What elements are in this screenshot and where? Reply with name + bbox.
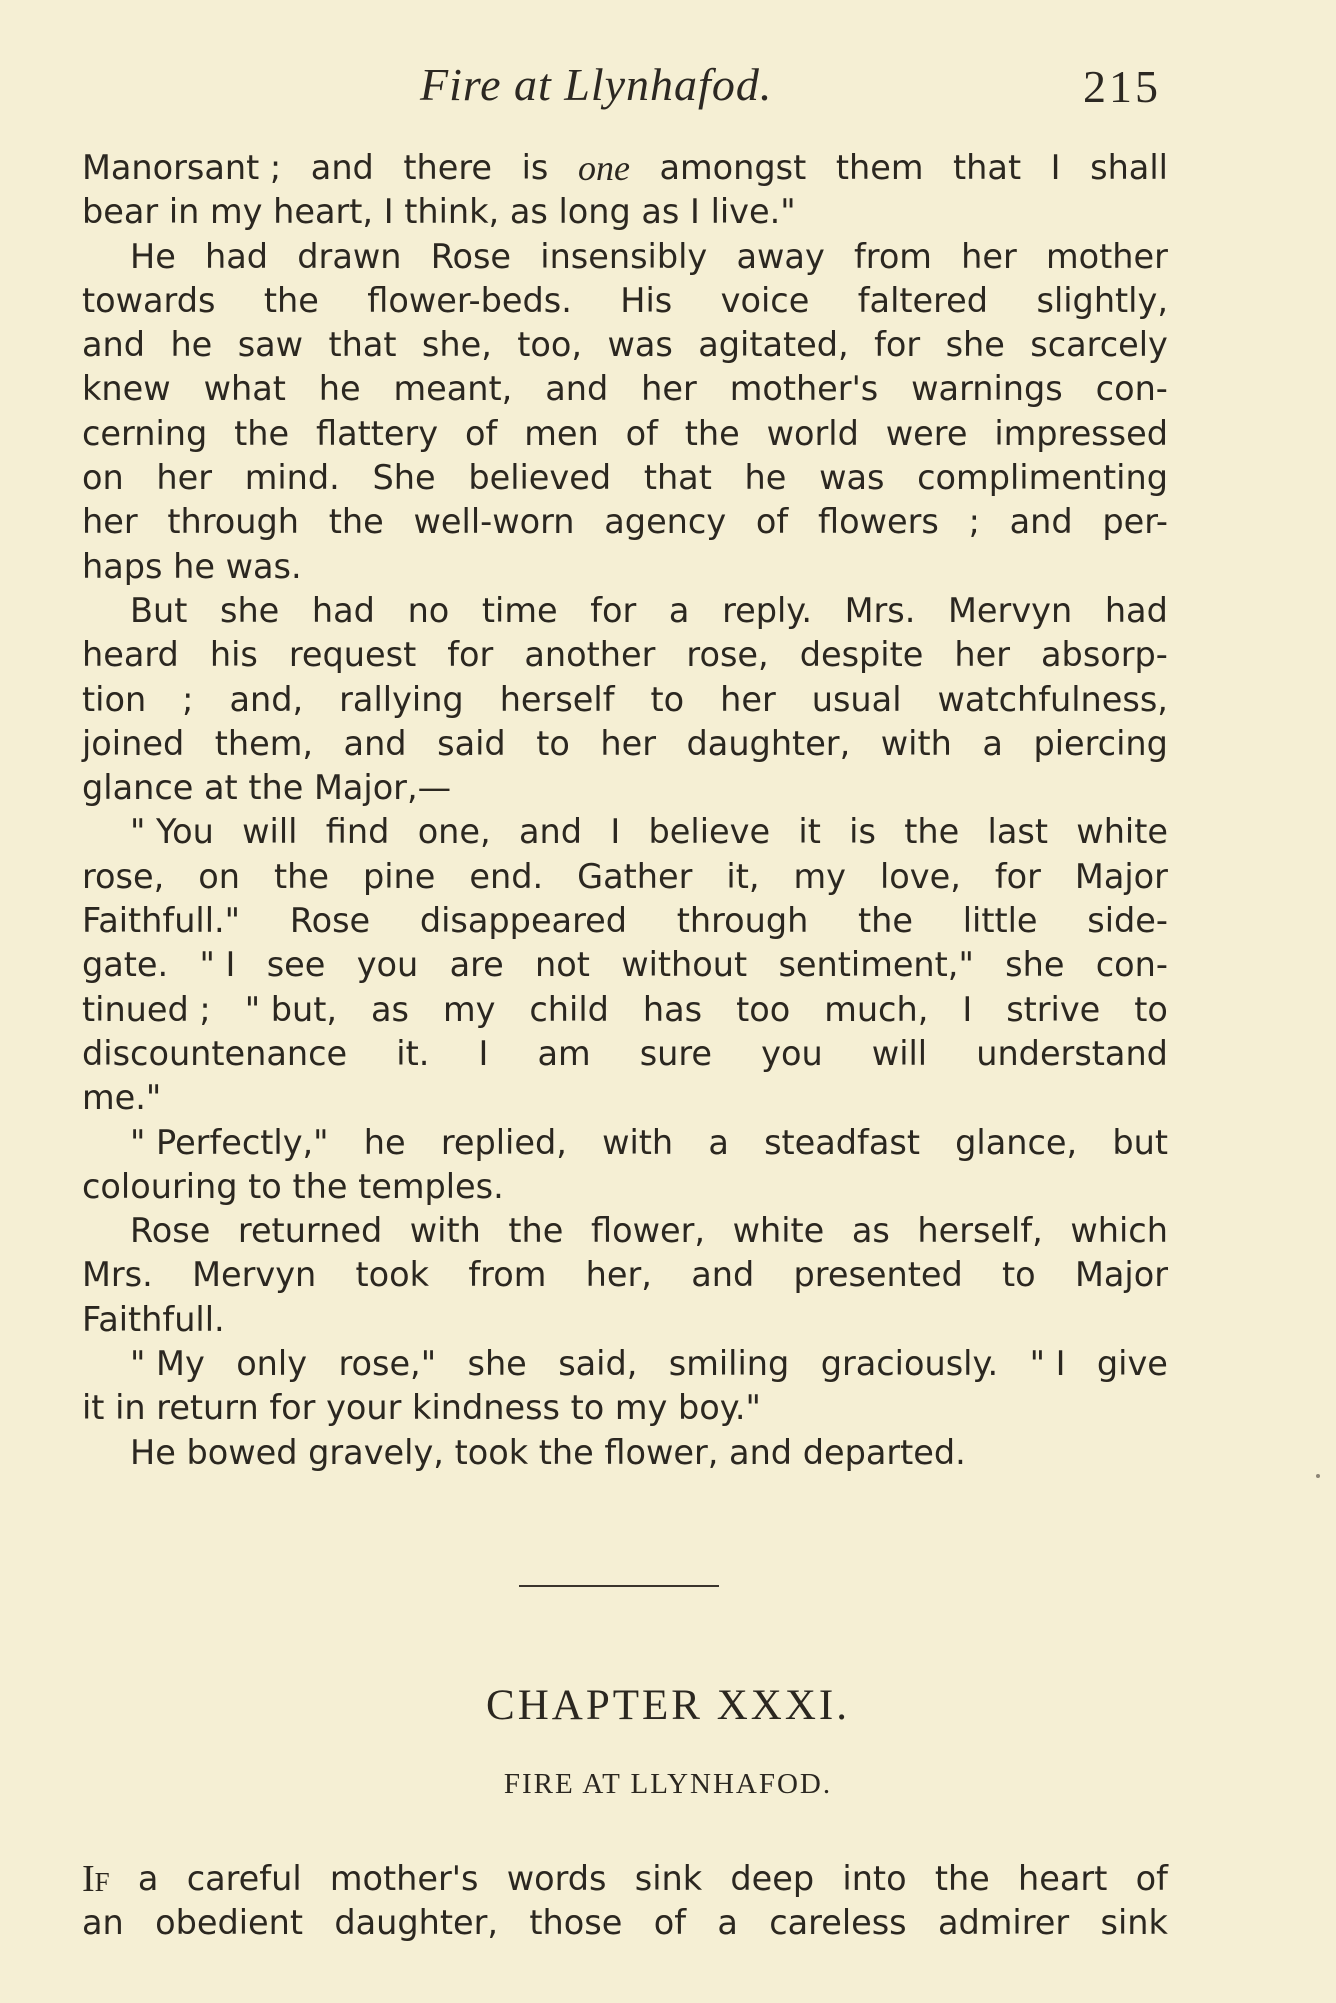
word: not (535, 945, 590, 985)
word: of (625, 413, 658, 453)
word: from (853, 236, 932, 276)
word: had (311, 590, 375, 630)
word: sentiment," (778, 945, 974, 985)
word: " I (1029, 1344, 1066, 1384)
word: what (203, 369, 286, 409)
word: But (130, 590, 188, 630)
word: he (318, 369, 361, 409)
word: her (954, 635, 1010, 675)
word: her (82, 502, 138, 542)
word: con- (1095, 945, 1168, 985)
running-head (0, 58, 1336, 118)
word: " I (199, 945, 236, 985)
word: give (1096, 1344, 1168, 1384)
text-line (82, 367, 1168, 411)
word: careful (186, 1859, 302, 1898)
text-line (82, 500, 1168, 544)
text-line (82, 1386, 1168, 1430)
word: one, (417, 812, 491, 852)
word: complimenting (917, 458, 1168, 498)
word: per- (1102, 502, 1168, 542)
word: despite (799, 635, 924, 675)
word: daughter, (686, 723, 851, 763)
word: reply. (722, 590, 812, 630)
word: the (684, 413, 740, 453)
word: faltered (857, 280, 989, 320)
word: piercing (1033, 723, 1168, 763)
word: them, (214, 723, 314, 763)
word: Mervyn (192, 1255, 317, 1295)
word: " but, (244, 989, 338, 1029)
word: no (407, 590, 450, 630)
word: it, (726, 856, 760, 896)
word: mother (1046, 236, 1168, 276)
word: time (481, 590, 558, 630)
word: a (717, 1903, 738, 1943)
word: had (205, 236, 269, 276)
word: usual (811, 679, 902, 719)
word: said, (558, 1344, 638, 1384)
word: from (468, 1255, 547, 1295)
word: love, (879, 856, 961, 896)
word: warnings (911, 369, 1063, 409)
word: He (130, 236, 176, 276)
word: understand (976, 1033, 1168, 1073)
word: strive (1006, 989, 1101, 1029)
word: a (668, 590, 690, 630)
word: shall (1090, 148, 1168, 187)
word: his (209, 635, 258, 675)
word: it. (396, 1033, 430, 1073)
word: side- (1087, 901, 1168, 941)
word: " You (130, 812, 214, 852)
word: sink (634, 1859, 703, 1898)
word: white (1076, 812, 1168, 852)
section-divider (519, 1585, 719, 1587)
word: was (607, 325, 673, 365)
word: " My (130, 1344, 205, 1384)
body-text (82, 146, 1168, 1475)
word: you (761, 1033, 823, 1073)
word: cerning (82, 413, 208, 453)
word: her (156, 458, 213, 498)
word: she (1005, 945, 1065, 985)
word: away (736, 236, 825, 276)
word: steadfast (764, 1122, 920, 1162)
word: find (325, 812, 390, 852)
text-line (82, 1076, 1168, 1120)
word: presented (793, 1255, 963, 1295)
text-line (82, 766, 1168, 810)
word: as (851, 1211, 890, 1251)
word: with (602, 1122, 674, 1162)
word: believe (648, 812, 771, 852)
word: insensibly (540, 236, 708, 276)
word: there (403, 148, 493, 187)
word: much, (824, 989, 929, 1029)
word: another (524, 635, 656, 675)
word: I (962, 989, 973, 1029)
text-line (82, 1253, 1168, 1297)
word: Mrs. (82, 1255, 153, 1295)
text-line (82, 323, 1168, 367)
text-line (82, 1298, 1168, 1342)
word: smiling (668, 1344, 790, 1384)
word: haps he was. (82, 546, 302, 586)
word: and (82, 325, 146, 365)
text-line (82, 1032, 1168, 1076)
word: but (1112, 1122, 1168, 1162)
text-line (82, 1900, 1168, 1944)
word: of (465, 413, 498, 453)
word: my (793, 856, 846, 896)
word: slightly, (1036, 280, 1168, 320)
word: he (363, 1122, 406, 1162)
chapter-subheading: FIRE AT LLYNHAFOD. (503, 1768, 833, 1800)
word: mother's (729, 369, 879, 409)
word: men (524, 413, 599, 453)
word: for (874, 325, 921, 365)
word: glance, (955, 1122, 1078, 1162)
word: rallying (339, 679, 464, 719)
text-line (82, 1121, 1168, 1165)
word: her (720, 679, 776, 719)
word: believed (468, 458, 612, 498)
word: drawn (297, 236, 402, 276)
word: His (620, 280, 673, 320)
text-line (82, 633, 1168, 677)
word: it (798, 812, 821, 852)
word: white (732, 1211, 825, 1251)
word: said (437, 723, 506, 763)
word: flower-beds. (367, 280, 572, 320)
text-line (82, 190, 1168, 234)
word: the (273, 856, 329, 896)
text-line (82, 1856, 1168, 1900)
word: was (819, 458, 885, 498)
word: that (953, 148, 1022, 187)
word: you (356, 945, 419, 985)
word: Gather (577, 856, 693, 896)
word: I (1050, 148, 1061, 187)
word: to (1002, 1255, 1036, 1295)
text-line (82, 412, 1168, 456)
word: the (934, 1859, 990, 1898)
word: am (537, 1033, 591, 1073)
word: has (642, 989, 703, 1029)
word: her (600, 723, 656, 763)
word: ; (968, 502, 980, 542)
word: knew (82, 369, 171, 409)
word: she (945, 325, 1005, 365)
word: I (478, 1033, 489, 1073)
word: that (643, 458, 712, 498)
word: con- (1095, 369, 1168, 409)
word: impressed (994, 413, 1168, 453)
word: Faithfull. (82, 1299, 225, 1339)
word: tinued ; (82, 989, 211, 1029)
word: graciously. (820, 1344, 999, 1384)
word: without (621, 945, 748, 985)
word: Major (1074, 856, 1168, 896)
word: to (650, 679, 685, 719)
word: sink (1100, 1903, 1168, 1943)
word: colouring to the temples. (82, 1166, 504, 1206)
word: agency (604, 502, 727, 542)
word: Mervyn (948, 590, 1073, 630)
word: world (766, 413, 859, 453)
word: are (449, 945, 504, 985)
word: on (198, 856, 240, 896)
word: took (355, 1255, 430, 1295)
word: child (529, 989, 609, 1029)
text-line (82, 722, 1168, 766)
word: returned (237, 1211, 383, 1251)
word: words (506, 1859, 607, 1898)
word: is (521, 148, 549, 187)
text-line (82, 1342, 1168, 1386)
word: me." (82, 1078, 162, 1118)
word: flattery (316, 413, 439, 453)
word: and (343, 723, 407, 763)
word: gate. (82, 945, 169, 985)
word: he (744, 458, 787, 498)
word: were (885, 413, 968, 453)
word: her (961, 236, 1017, 276)
word: with (880, 723, 952, 763)
word: through (676, 901, 809, 941)
word: ; (182, 679, 194, 719)
word: mother's (329, 1859, 479, 1898)
word: for (994, 856, 1041, 896)
word: she (467, 1344, 527, 1384)
word: and (1009, 502, 1073, 542)
word: her (641, 369, 697, 409)
word: and, (229, 679, 304, 719)
opening-initial: If (82, 1858, 110, 1900)
chapter-opening (82, 1856, 1168, 1945)
text-line (82, 899, 1168, 943)
word: them (835, 148, 924, 187)
word: rose, (82, 856, 165, 896)
chapter-heading: CHAPTER XXXI. (486, 1682, 850, 1729)
word: she (219, 590, 280, 630)
word: heart (1018, 1859, 1108, 1898)
word: careless (769, 1903, 907, 1943)
word: and (519, 812, 583, 852)
word: will (871, 1033, 928, 1073)
word: through (167, 502, 300, 542)
word: " Perfectly," (130, 1122, 329, 1162)
text-line (82, 235, 1168, 279)
text-line (82, 810, 1168, 854)
word: a (982, 723, 1003, 763)
word: and (691, 1255, 755, 1295)
word: as (371, 989, 409, 1029)
word: for (447, 635, 494, 675)
word: pine (362, 856, 436, 896)
word: into (842, 1859, 907, 1898)
word: sure (639, 1033, 713, 1073)
word: amongst (659, 148, 807, 187)
word: to (536, 723, 570, 763)
word: last (987, 812, 1048, 852)
word: Mrs. (844, 590, 916, 630)
word: rose," (338, 1344, 437, 1384)
word: joined (82, 723, 185, 763)
word: see (266, 945, 326, 985)
word: replied, (440, 1122, 567, 1162)
word: is (849, 812, 876, 852)
word: the (858, 901, 914, 941)
word: too, (517, 325, 583, 365)
word: of (755, 502, 789, 542)
text-line (82, 855, 1168, 899)
word: on (82, 458, 124, 498)
word: Major (1074, 1255, 1168, 1295)
running-title: Fire at Llynhafod. (420, 59, 773, 110)
word: little (962, 901, 1038, 941)
word: mind. (244, 458, 340, 498)
word: herself (499, 679, 615, 719)
word: for (590, 590, 637, 630)
word: and (545, 369, 609, 409)
text-line (82, 589, 1168, 633)
text-line (82, 678, 1168, 722)
word: too (736, 989, 791, 1029)
word: saw (237, 325, 304, 365)
word: flower, (590, 1211, 705, 1251)
text-line (82, 146, 1168, 190)
word: had (1104, 590, 1168, 630)
word: bear in my heart, I think, as long as I live." (82, 192, 796, 232)
paper-speck (1316, 1474, 1320, 1478)
word: an (82, 1903, 124, 1943)
text-line (82, 988, 1168, 1032)
word: admirer (937, 1903, 1070, 1943)
word: disappeared (419, 901, 627, 941)
word: the (904, 812, 960, 852)
word: she, (421, 325, 492, 365)
word: that (328, 325, 397, 365)
word: one (577, 148, 630, 188)
page-number: 215 (1083, 61, 1161, 112)
word: watchfulness, (937, 679, 1168, 719)
text-line (82, 943, 1168, 987)
word: the (328, 502, 384, 542)
word: which (1070, 1211, 1168, 1251)
word: discountenance (82, 1033, 348, 1073)
word: Manorsant ; (82, 148, 282, 187)
word: a (708, 1122, 729, 1162)
word: a (137, 1859, 159, 1898)
word: voice (720, 280, 810, 320)
word: towards (82, 280, 216, 320)
word: it in return for your kindness to my boy." (82, 1388, 761, 1428)
word: She (372, 458, 436, 498)
word: tion (82, 679, 147, 719)
word: herself, (917, 1211, 1043, 1251)
word: glance at the Major,— (82, 768, 452, 808)
word: meant, (393, 369, 513, 409)
text-line (82, 545, 1168, 589)
word: Rose (289, 901, 371, 941)
word: He bowed gravely, took the flower, and departed. (130, 1432, 966, 1472)
word: those (529, 1903, 623, 1943)
word: with (409, 1211, 481, 1251)
word: end. (469, 856, 544, 896)
word: flowers (817, 502, 939, 542)
word: agitated, (698, 325, 849, 365)
word: he (170, 325, 213, 365)
word: daughter, (334, 1903, 499, 1943)
text-line (82, 279, 1168, 323)
word: well-worn (413, 502, 575, 542)
word: only (236, 1344, 308, 1384)
word: scarcely (1030, 325, 1168, 365)
word: heard (82, 635, 179, 675)
word: absorp- (1041, 635, 1168, 675)
word: obedient (155, 1903, 304, 1943)
word: of (653, 1903, 686, 1943)
text-line (82, 1431, 1168, 1475)
word: my (442, 989, 496, 1029)
text-line (82, 1209, 1168, 1253)
word: Rose (130, 1211, 211, 1251)
word: Rose (430, 236, 512, 276)
word: and (310, 148, 374, 187)
text-line (82, 1165, 1168, 1209)
word: of (1135, 1859, 1168, 1898)
word: the (508, 1211, 564, 1251)
word: her, (585, 1255, 652, 1295)
word: I (610, 812, 621, 852)
text-line (82, 456, 1168, 500)
word: to (1134, 989, 1168, 1029)
word: will (242, 812, 298, 852)
word: deep (730, 1859, 815, 1898)
word: request (288, 635, 417, 675)
word: the (234, 413, 290, 453)
word: Faithfull." (82, 901, 241, 941)
word: rose, (686, 635, 769, 675)
word: the (263, 280, 319, 320)
